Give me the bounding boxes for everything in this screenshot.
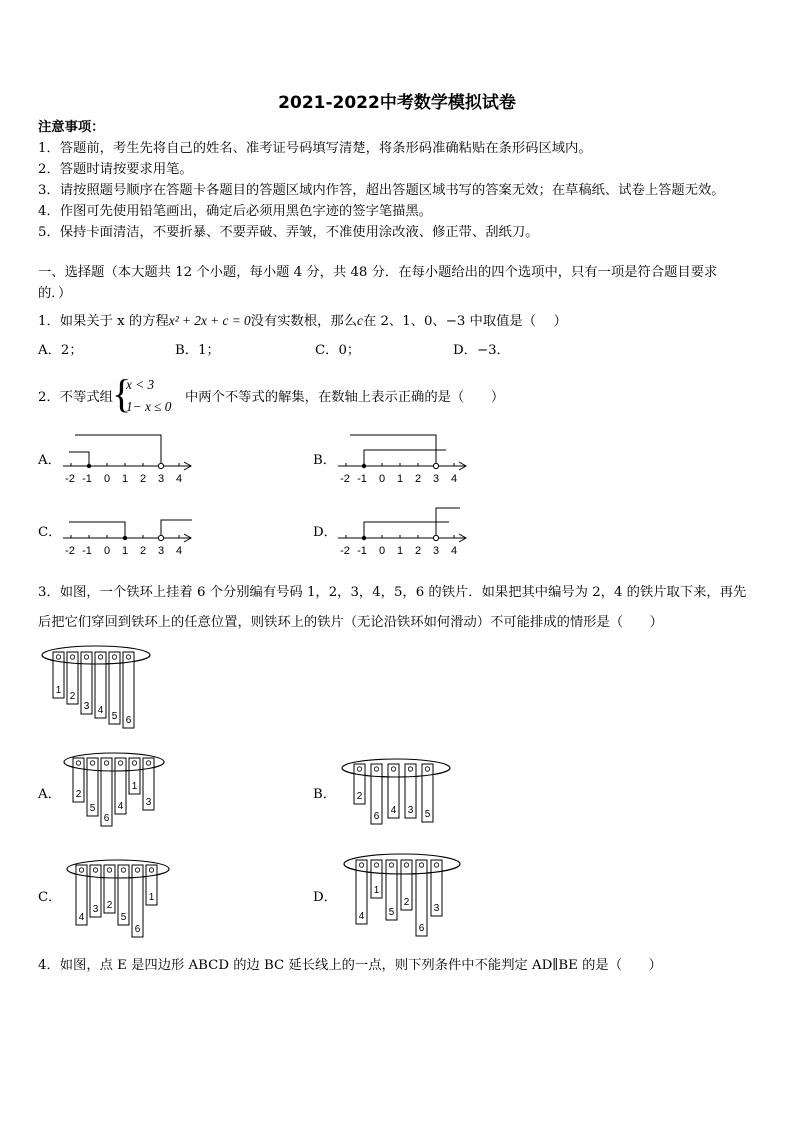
ring-plate (401, 860, 412, 910)
ring-plate (388, 764, 399, 818)
tick-label: 3 (157, 545, 165, 557)
q2-option-c-label: C． (38, 525, 62, 540)
plate-number: 5 (388, 907, 395, 918)
plate-number: 6 (103, 813, 110, 824)
plate-number: 6 (125, 715, 132, 726)
q2-number-line-d (333, 502, 473, 560)
ring-plate (101, 758, 112, 826)
tick-label: 0 (103, 545, 111, 557)
ring-plate (90, 865, 101, 917)
tick-label: 2 (414, 545, 422, 557)
plate-number: 1 (148, 892, 155, 903)
ring-plate (115, 758, 126, 814)
tick-label: -2 (65, 545, 75, 557)
note-item: 5．保持卡面清洁，不要折暴、不要弄破、弄皱，不准使用涂改液、修正带、刮纸刀。 (38, 225, 539, 240)
plate-number: 2 (75, 789, 82, 800)
note-item: 3．请按照题号顺序在答题卡各题目的答题区域内作答，超出答题区域书写的答案无效；在草稿纸、试卷上答题无效。 (38, 183, 725, 198)
q1-equation: x² + 2x + c = 0 (168, 313, 251, 328)
q3-option-c-label: C． (38, 890, 62, 905)
ring-plate (67, 652, 78, 704)
ring-plate (123, 652, 134, 728)
plate-number: 3 (407, 805, 414, 816)
q3-original-ring-figure (40, 642, 160, 734)
ring-plate (81, 652, 92, 714)
plate-number: 5 (424, 809, 431, 820)
q1-prefix: 1．如果关于 x 的方程 (38, 314, 169, 329)
q2-number-line-c (58, 502, 198, 560)
plate-number: 6 (134, 924, 141, 935)
plate-number: 5 (89, 803, 96, 814)
ring-plate (371, 860, 382, 898)
notes-heading: 注意事项： (38, 120, 105, 135)
q1-option-a: A．2； (38, 343, 83, 358)
tick-label: 1 (121, 473, 129, 485)
q2-number-line-b (333, 430, 473, 488)
q2-number-line-a (58, 430, 198, 488)
q3-text-line: 后把它们穿回到铁环上的任意位置，则铁环上的铁片（无论沿铁环如何滑动）不可能排成的情形是（ ） (38, 615, 663, 630)
q3-option-c-figure (64, 855, 176, 943)
tick-label: 2 (139, 473, 147, 485)
q3-option-b-figure (340, 755, 460, 830)
tick-label: -1 (357, 545, 367, 557)
plate-number: 1 (131, 781, 138, 792)
plate-number: 2 (356, 791, 363, 802)
plate-number: 1 (55, 685, 62, 696)
ring-plate (129, 758, 140, 794)
plate-number: 2 (403, 897, 410, 908)
ring-plate (431, 860, 442, 916)
ring-plate (354, 764, 365, 804)
ring-plate (143, 758, 154, 810)
tick-label: 1 (396, 545, 404, 557)
tick-label: 1 (396, 473, 404, 485)
q1-variable: c (357, 313, 363, 328)
note-item: 2．答题时请按要求用笔。 (38, 162, 193, 177)
plate-number: 6 (373, 811, 380, 822)
ring-plate (422, 764, 433, 822)
ring-plate (146, 865, 157, 905)
plate-number: 2 (106, 900, 113, 911)
plate-number: 3 (145, 797, 152, 808)
q2-option-b-label: B． (313, 453, 337, 468)
plate-number: 4 (97, 705, 104, 716)
note-item: 1．答题前，考生先将自己的姓名、准考证号码填写清楚，将条形码准确粘贴在条形码区域内。 (38, 141, 592, 156)
q2-option-d-label: D． (313, 525, 337, 540)
q3-option-a-label: A． (38, 787, 61, 802)
plate-number: 3 (92, 904, 99, 915)
tick-label: -1 (82, 473, 92, 485)
q1-mid: 没有实数根，那么 (250, 314, 358, 329)
ring-plate (87, 758, 98, 816)
q3-option-a-figure (60, 748, 172, 836)
q1-option-d: D．−3． (453, 343, 510, 358)
q2-prefix: 2．不等式组 (38, 390, 113, 405)
plate-number: 3 (83, 701, 90, 712)
q1-option-b: B．1； (175, 343, 220, 358)
q1-option-c: C．0； (315, 343, 361, 358)
ring-plate (356, 860, 367, 924)
q1-suffix: 在 2、1、0、−3 中取值是（ ） (362, 314, 567, 329)
plate-number: 4 (390, 805, 397, 816)
q2-inequality-2: 1− x ≤ 0 (126, 399, 172, 414)
q2-option-a-label: A． (38, 453, 61, 468)
q3-option-d-figure (342, 850, 464, 942)
tick-label: 3 (432, 473, 440, 485)
q3-option-b-label: B． (313, 787, 337, 802)
tick-label: 0 (378, 473, 386, 485)
plate-number: 4 (117, 801, 124, 812)
ring-plate (104, 865, 115, 913)
q3-text-line: 3．如图，一个铁环上挂着 6 个分别编有号码 1，2，3，4，5，6 的铁片．如果把其中编号为 2，4 的铁片取下来，再先 (38, 585, 747, 600)
ring-plate (73, 758, 84, 802)
plate-number: 6 (418, 923, 425, 934)
q3-option-d-label: D． (313, 890, 337, 905)
section-heading-line: 一、选择题（本大题共 12 个小题，每小题 4 分，共 48 分．在每小题给出的四个选项中，只有一项是符合题目要求 (38, 265, 718, 280)
ring-plate (132, 865, 143, 937)
tick-label: 1 (121, 545, 129, 557)
tick-label: -1 (357, 473, 367, 485)
section-heading-line: 的．） (38, 286, 72, 301)
q2-inequality-1: x < 3 (126, 377, 155, 392)
plate-number: 3 (433, 903, 440, 914)
ring-plate (53, 652, 64, 698)
tick-label: 2 (139, 545, 147, 557)
tick-label: 3 (157, 473, 165, 485)
tick-label: 4 (450, 473, 458, 485)
ring-plate (416, 860, 427, 936)
plate-number: 4 (358, 911, 365, 922)
tick-label: 4 (175, 473, 183, 485)
tick-label: -2 (340, 473, 350, 485)
tick-label: -2 (65, 473, 75, 485)
tick-label: 3 (432, 545, 440, 557)
brace-symbol: { (112, 371, 132, 416)
plate-number: 5 (111, 711, 118, 722)
question-1 (38, 313, 567, 330)
ring-plate (386, 860, 397, 920)
tick-label: 0 (103, 473, 111, 485)
plate-number: 5 (120, 912, 127, 923)
tick-label: 0 (378, 545, 386, 557)
tick-label: -2 (340, 545, 350, 557)
plate-number: 4 (78, 912, 85, 923)
q4-text: 4．如图，点 E 是四边形 ABCD 的边 BC 延长线上的一点，则下列条件中不能判定 AD∥BE 的是（ ） (38, 958, 662, 973)
q2-suffix: 中两个不等式的解集，在数轴上表示正确的是（ ） (185, 390, 505, 405)
plate-number: 1 (373, 885, 380, 896)
note-item: 4．作图可先使用铅笔画出，确定后必须用黑色字迹的签字笔描黑。 (38, 204, 433, 219)
page-title: 2021-2022中考数学模拟试卷 (278, 93, 516, 113)
ring-plate (95, 652, 106, 718)
tick-label: 4 (175, 545, 183, 557)
ring-plate (371, 764, 382, 824)
tick-label: -1 (82, 545, 92, 557)
tick-label: 2 (414, 473, 422, 485)
plate-number: 2 (69, 691, 76, 702)
ring-plate (405, 764, 416, 818)
ring-plate (118, 865, 129, 925)
tick-label: 4 (450, 545, 458, 557)
